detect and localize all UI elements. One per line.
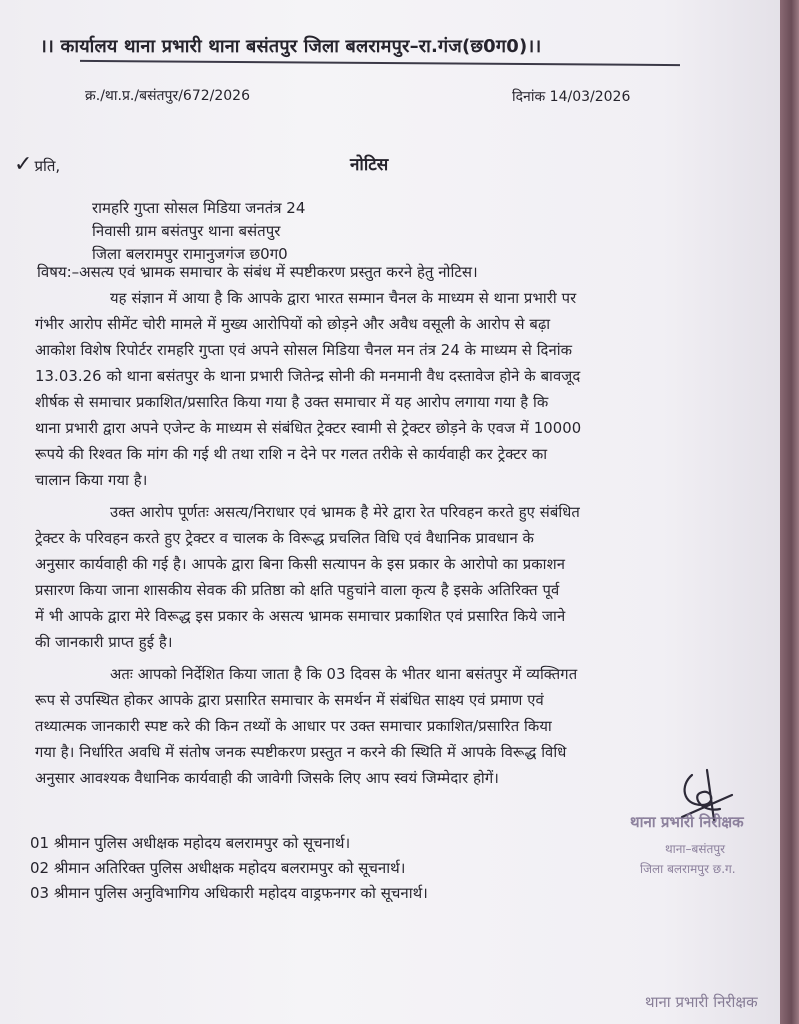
notice-title: नोटिस	[350, 155, 389, 175]
recipient-line: जिला बलरामपुर रामानुजगंज छ0ग0	[92, 245, 288, 263]
header-underline	[80, 60, 680, 66]
copy-to-line: 01 श्रीमान पुलिस अधीक्षक महोदय बलरामपुर को सूचनार्थ।	[30, 834, 351, 852]
officer-stamp-district: जिला बलरामपुर छ.ग.	[640, 862, 736, 876]
body-line: थाना प्रभारी द्वारा अपने एजेन्ट के माध्यम से संबंधित ट्रेक्टर स्वामी से ट्रेक्टर छोड़ने के एवज में 10000	[35, 420, 582, 437]
notice-date: दिनांक 14/03/2026	[512, 89, 631, 105]
recipient-line: रामहरि गुप्ता सोसल मिडिया जनतंत्र 24	[92, 199, 306, 217]
body-line: गंभीर आरोप सीमेंट चोरी मामले में मुख्य आरोपियों को छोड़ने और अवैध वसूली के आरोप से बढ़ा	[35, 316, 551, 333]
body-line: गया है। निर्धारित अवधि में संतोष जनक स्पष्टीकरण प्रस्तुत न करने की स्थिति में आपके विरूद्ध विधि	[35, 744, 567, 761]
body-line: प्रसारण किया जाना शासकीय सेवक की प्रतिष्ठा को क्षति पहुचांने वाला कृत्य है इसके अतिरिक्त पूर्व	[35, 582, 560, 599]
body-line: रूपये की रिश्वत कि मांग की गई थी तथा राशि न देने पर गलत तरीके से कार्यवाही कर ट्रेक्टर का	[35, 446, 548, 463]
body-line: 13.03.26 को थाना बसंतपुर के थाना प्रभारी जितेन्द्र सोनी की मनमानी वैध दस्तावेज होने के बावजूद	[35, 368, 581, 385]
body-line: उक्त आरोप पूर्णतः असत्य/निराधार एवं भ्रामक है मेरे द्वारा रेत परिवहन करते हुए संबंधित	[110, 504, 580, 521]
body-line: चालान किया गया है।	[35, 472, 148, 489]
body-line: शीर्षक से समाचार प्रकाशित/प्रसारित किया गया है उक्त समाचार में यह आरोप लगाया गया है कि	[35, 394, 549, 411]
body-line: रूप से उपस्थित होकर आपके द्वारा प्रसारित समाचार के समर्थन में संबंधित साक्ष्य एवं प्रमाण एवं	[35, 692, 544, 709]
recipient-salutation	[14, 152, 60, 177]
notice-subject: विषय:–असत्य एवं भ्रामक समाचार के संबंध में स्पष्टीकरण प्रस्तुत करने हेतु नोटिस।	[37, 263, 478, 281]
body-line: अतः आपको निर्देशित किया जाता है कि 03 दिवस के भीतर थाना बसंतपुर में व्यक्तिगत	[110, 666, 578, 683]
check-mark-icon: ✓	[14, 152, 33, 177]
copy-to-line: 03 श्रीमान पुलिस अनुविभागिय अधिकारी महोदय वाड्रफनगर को सूचनार्थ।	[30, 884, 428, 902]
body-line: तथ्यात्मक जानकारी स्पष्ट करे की किन तथ्यों के आधार पर उक्त समाचार प्रकाशित/प्रसारित किया	[35, 718, 552, 735]
body-line: आकोश विशेष रिपोर्टर रामहरि गुप्ता एवं अपने सोसल मिडिया चैनल मन तंत्र 24 के माध्यम से दिनांक	[35, 342, 573, 359]
body-line: अनुसार आवश्यक वैधानिक कार्यवाही की जावेगी जिसके लिए आप स्वयं जिम्मेदार होगें।	[35, 770, 499, 787]
background-edge	[780, 0, 799, 1024]
officer-stamp-title: थाना प्रभारी निरीक्षक	[630, 813, 744, 831]
body-line: ट्रेक्टर के परिवहन करते हुए ट्रेक्टर व चालक के विरूद्ध प्रचलित विधि एवं वैधानिक प्रावधान के	[35, 530, 535, 547]
officer-stamp-station: थाना–बसंतपुर	[665, 842, 726, 856]
bottom-stamp: थाना प्रभारी निरीक्षक	[645, 993, 758, 1011]
body-line: यह संज्ञान में आया है कि आपके द्वारा भारत सम्मान चैनल के माध्यम से थाना प्रभारी पर	[110, 290, 577, 307]
body-line: में भी आपके द्वारा मेरे विरूद्ध इस प्रकार के असत्य भ्रामक समाचार प्रकाशित एवं प्रसारित किये जाने	[35, 608, 566, 625]
copy-to-line: 02 श्रीमान अतिरिक्त पुलिस अधीक्षक महोदय बलरामपुर को सूचनार्थ।	[30, 859, 406, 877]
office-header: ।। कार्यालय थाना प्रभारी थाना बसंतपुर जिला बलरामपुर–रा.गंज(छ0ग0)।।	[40, 36, 542, 57]
prati-label: प्रति,	[34, 157, 61, 175]
body-line: की जानकारी प्राप्त हुई है।	[35, 634, 173, 651]
recipient-line: निवासी ग्राम बसंतपुर थाना बसंतपुर	[92, 222, 281, 240]
reference-number: क्र./था.प्र./बसंतपुर/672/2026	[85, 88, 250, 104]
body-line: अनुसार कार्यवाही की गई है। आपके द्वारा बिना किसी सत्यापन के इस प्रकार के आरोपो का प्रकाशन	[35, 556, 566, 573]
